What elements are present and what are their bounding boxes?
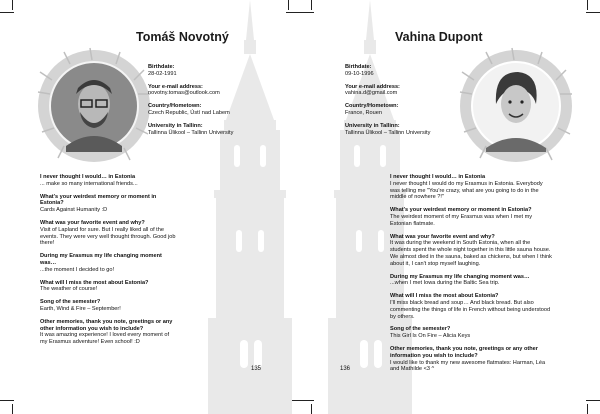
- qa-item: I never thought I would… in Estonia I never thought I would do my Erasmus in Estonia. Everybody was telling me "You're crazy, what are you going to do in the middle of nowhere ?!": [390, 174, 543, 201]
- tower-watermark-icon: [190, 0, 300, 414]
- email-field: Your e-mail address: novotny.tomas@outlook.com: [148, 83, 220, 97]
- qa-item: Other memories, thank you note, greetings or any other information you wish to include? It was amazing experience! I loved every moment of my Erasmus adventure! Even school! :D: [40, 318, 173, 346]
- qa-item: What will I miss the most about Estonia? The weather of course!: [40, 279, 149, 293]
- email-field: Your e-mail address: vahina.d@gmail.com: [345, 83, 400, 97]
- qa-item: Song of the semester? This Girl Is On Fire – Alicia Keys: [390, 326, 471, 340]
- qa-item: What's your weirdest memory or moment in Estonia? Cards Against Humanity :D: [40, 193, 157, 214]
- profile-photo-frame: [452, 42, 580, 170]
- qa-item: During my Erasmus my life changing moment was… ...the moment I decided to go!: [40, 253, 162, 273]
- qa-item: I never thought I would… in Estonia ... make so many international friends...: [40, 174, 138, 187]
- profile-info: [345, 64, 445, 142]
- avatar: [452, 42, 580, 170]
- birthdate-field: Birthdate: 28-02-1991: [148, 64, 177, 77]
- qa-item: Other memories, thank you note, greetings or any other information you wish to include? I would like to thank my new awesome flatmates: Harman, Léa and Mathilde <3 ^: [390, 345, 546, 373]
- university-field: University in Tallinn: Tallinna Ülikool – Tallinn University: [148, 122, 234, 136]
- qa-item: During my Erasmus my life changing moment was… ...when I met Iowa during the Baltic Sea trip.: [390, 273, 530, 287]
- avatar: [30, 42, 158, 170]
- page-number: 136: [340, 366, 351, 372]
- qa-item: What will I miss the most about Estonia? I'll miss black bread and soup… And black bread. But also commenting the things of life in French without being understood by others.: [390, 293, 551, 320]
- qa-item: Song of the semester? Earth, Wind & Fire – September!: [40, 299, 121, 312]
- page-number: 135: [251, 366, 262, 372]
- hometown-field: Country/Hometown: Czech Republic, Ústí nad Labem: [148, 103, 230, 116]
- birthdate-field: Birthdate: 09-10-1996: [345, 64, 374, 77]
- right-page: [300, 0, 600, 414]
- qa-item: What's your weirdest memory or moment in Estonia? The weirdest moment of my Erasmus was when I met my Estonian flatmate.: [390, 207, 533, 227]
- profile-info: [148, 64, 248, 142]
- hometown-field: Country/Hometown: France, Rouen: [345, 103, 399, 116]
- qa-item: What was your favorite event and why? Visit of Lapland for sure. But I really liked all of the events. They were very well thought through. Good job there!: [40, 219, 176, 247]
- profile-photo-frame: [30, 42, 158, 170]
- university-field: University in Tallinn: Tallinna Ülikool – Tallinn University: [345, 122, 431, 136]
- qa-item: What was your favorite event and why? It was during the weekend in South Estonia, when all the students spent the whole night together in this little sauna house. We almost died in the sauna, baked as chickens, but when I think about it, I can't stop myself laughing.: [390, 233, 552, 267]
- student-name: Vahina Dupont: [395, 30, 483, 44]
- student-name: Tomáš Novotný: [136, 30, 229, 44]
- qa-section: [40, 174, 178, 352]
- qa-section: [390, 174, 552, 379]
